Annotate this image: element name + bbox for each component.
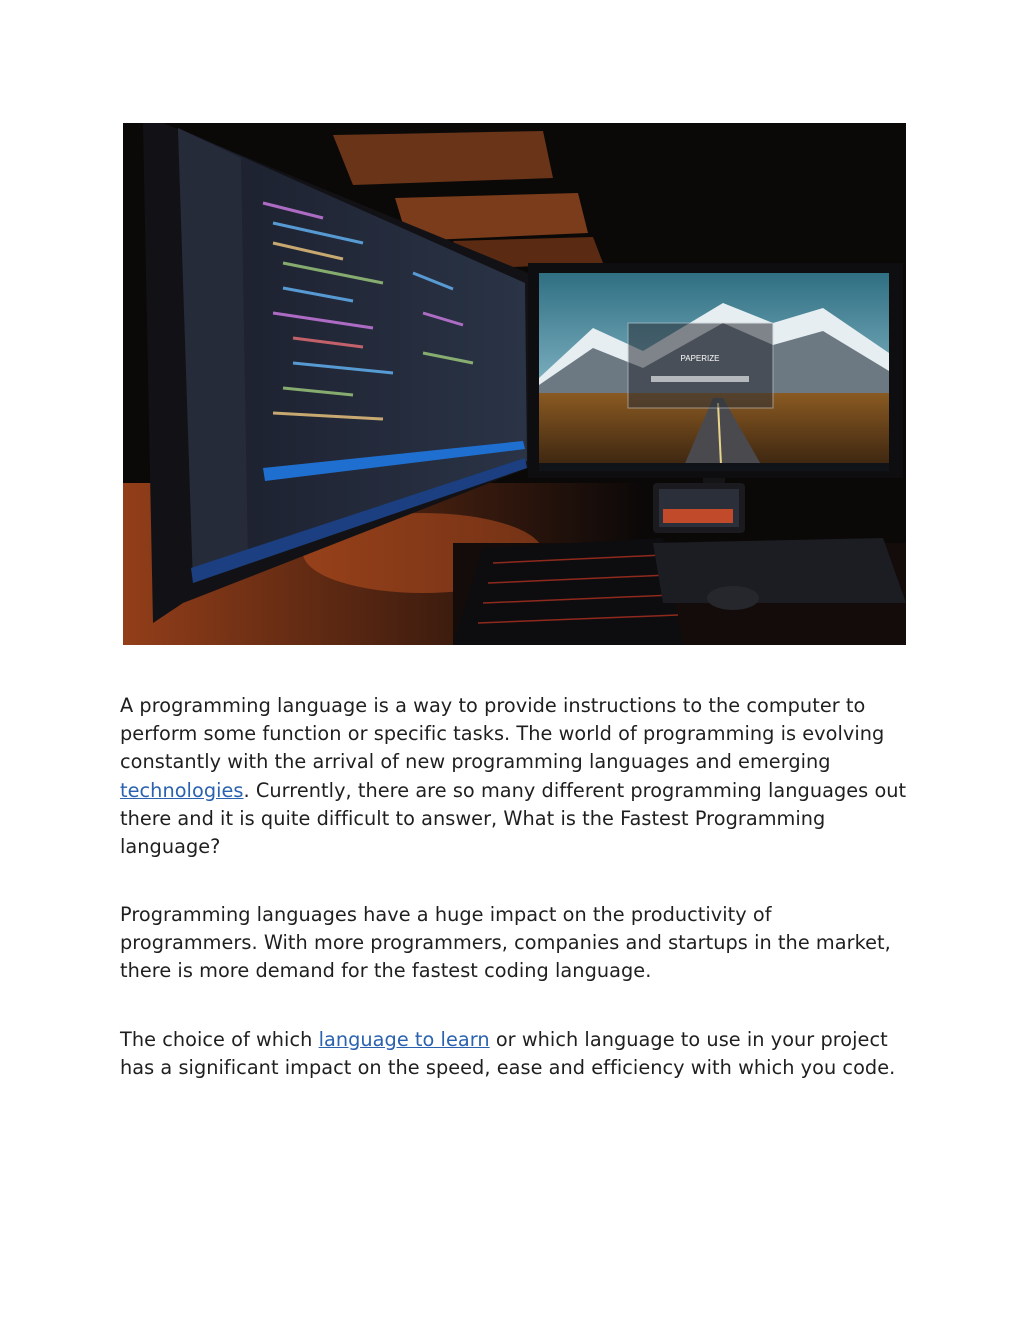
technologies-link[interactable]: technologies <box>120 778 244 802</box>
desk-monitors-illustration <box>123 123 906 645</box>
choice-text-start: The choice of which <box>120 1028 319 1051</box>
hero-photo <box>123 123 906 645</box>
intro-paragraph <box>120 692 910 861</box>
choice-paragraph <box>120 1026 910 1082</box>
intro-text-end: . Currently, there are so many different programming languages out there and it is quite difficult to answer, What is the Fastest Programming language? <box>120 778 907 859</box>
choice-text-end: or which language to use in your project has a significant impact on the speed, ease and efficiency with which you code. <box>120 1028 896 1080</box>
intro-text-start: A programming language is a way to provide instructions to the computer to perform some function or specific tasks. The world of programming is evolving constantly with the arrival of new programming languages and emerging <box>120 694 885 774</box>
monitor-app-title: PAPERIZE <box>680 354 720 363</box>
language-to-learn-link[interactable]: language to learn <box>318 1028 490 1051</box>
productivity-paragraph: Programming languages have a huge impact on the productivity of programmers. With more programmers, companies and startups in the market, there is more demand for the fastest coding language. <box>120 903 891 983</box>
